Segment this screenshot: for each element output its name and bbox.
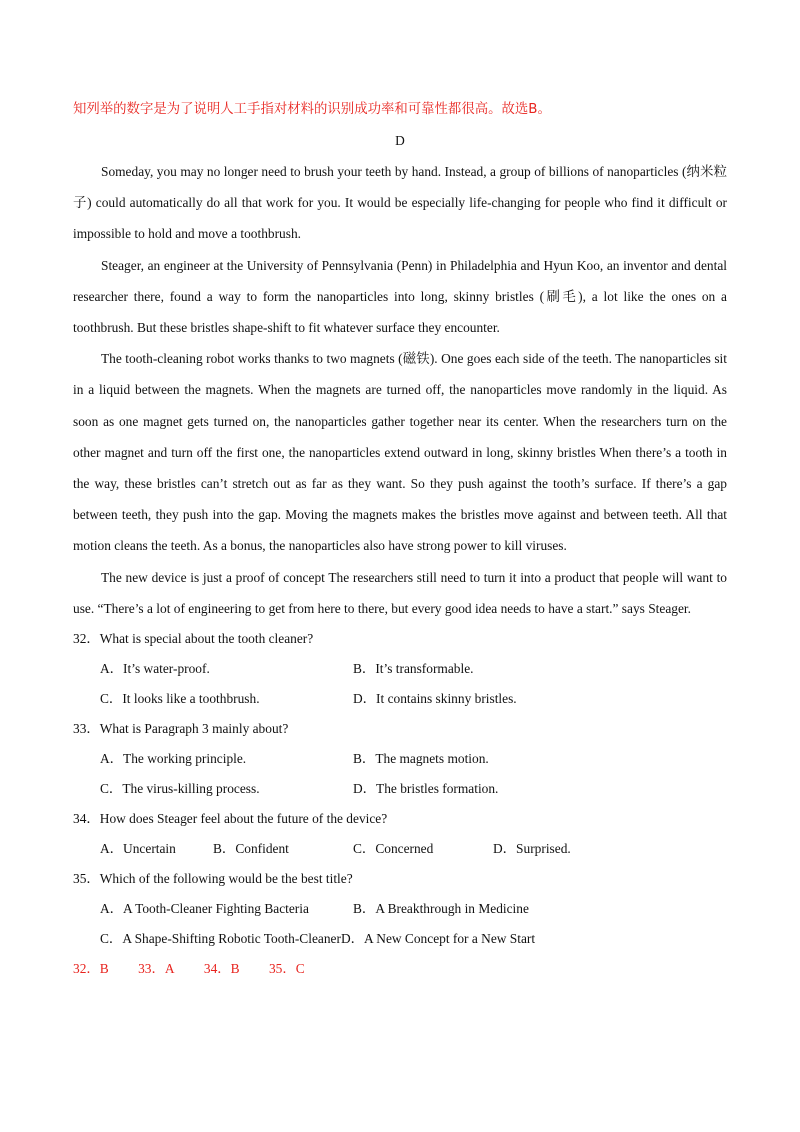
option-b: B．A Breakthrough in Medicine bbox=[353, 901, 529, 917]
question-35-options-row-1 bbox=[73, 894, 727, 924]
paragraph-3: The tooth-cleaning robot works thanks to two magnets (磁铁). One goes each side of the teeth. The nanoparticles sit in a liquid between the magnets. When the magnets are turned off, the nanoparticles move randomly in the liquid. As soon as one magnet gets turned on, the nanoparticles gather together near its center. When the researchers turn on the other magnet and turn off the first one, the nanoparticles extend outward in long, skinny bristles When there’s a tooth in the way, these bristles can’t stretch out as far as they want. So they push against the tooth’s surface. If there’s a gap between teeth, they push into the gap. Moving the magnets makes the bristles move against and between teeth. All that motion cleans the teeth. As a bonus, the nanoparticles also have strong power to kill viruses. bbox=[73, 351, 727, 554]
option-d: D．A New Concept for a New Start bbox=[340, 931, 536, 947]
answer-key bbox=[73, 954, 727, 984]
option-c: C．It looks like a toothbrush. bbox=[100, 691, 260, 707]
question-34-options-row bbox=[73, 834, 727, 864]
paragraph-1: Someday, you may no longer need to brush your teeth by hand. Instead, a group of billions of nanoparticles (纳米粒子) could automatically do all that work for you. It would be especially life-changing for people who find it difficult or impossible to hold and move a toothbrush. bbox=[73, 164, 727, 242]
option-d: D．Surprised. bbox=[493, 841, 571, 857]
paragraph-2: Steager, an engineer at the University of Pennsylvania (Penn) in Philadelphia and Hyun Koo, an inventor and dental researcher there, found a way to form the nanoparticles into long, skinny bristles (刷毛), a lot like the ones on a toothbrush. But these bristles shape-shift to fit whatever surface they encounter. bbox=[73, 257, 727, 336]
question-33: 33．What is Paragraph 3 mainly about? bbox=[73, 721, 289, 737]
question-35: 35．Which of the following would be the best title? bbox=[73, 871, 353, 887]
answer-34: 34．B bbox=[203, 961, 240, 977]
answer-32: 32．B bbox=[73, 961, 109, 977]
answer-33: 33．A bbox=[138, 961, 175, 977]
option-b: B．It’s transformable. bbox=[353, 661, 474, 677]
question-32: 32．What is special about the tooth cleaner? bbox=[73, 631, 314, 647]
question-33-options-row-1 bbox=[73, 744, 727, 774]
option-c: C．Concerned bbox=[353, 841, 434, 857]
document-page bbox=[73, 94, 727, 984]
question-35-options-row-2 bbox=[73, 924, 727, 954]
option-d: D．The bristles formation. bbox=[353, 781, 499, 797]
question-32-options-row-2 bbox=[73, 684, 727, 714]
question-33-options-row-2 bbox=[73, 774, 727, 804]
question-34: 34．How does Steager feel about the future of the device? bbox=[73, 811, 388, 827]
section-letter: D bbox=[395, 133, 405, 148]
option-b: B．The magnets motion. bbox=[353, 751, 489, 767]
option-d: D．It contains skinny bristles. bbox=[353, 691, 517, 707]
paragraph-4: The new device is just a proof of concept The researchers still need to turn it into a product that people will want to use. “There’s a lot of engineering to get from here to there, but every good idea needs to have a start.” says Steager. bbox=[73, 569, 727, 616]
option-a: A．It’s water-proof. bbox=[100, 661, 210, 677]
option-b: B．Confident bbox=[213, 841, 289, 857]
option-c: C．The virus-killing process. bbox=[100, 781, 260, 797]
header-note: 知列举的数字是为了说明人工手指对材料的识别成功率和可靠性都很高。故选B。 bbox=[73, 102, 551, 117]
answer-35: 35．C bbox=[268, 961, 305, 977]
option-a: A．A Tooth-Cleaner Fighting Bacteria bbox=[100, 901, 309, 917]
option-a: A．Uncertain bbox=[100, 841, 176, 857]
question-32-options-row-1 bbox=[73, 654, 727, 684]
option-c: C．A Shape-Shifting Robotic Tooth-Cleaner bbox=[100, 931, 341, 947]
option-a: A．The working principle. bbox=[100, 751, 247, 767]
